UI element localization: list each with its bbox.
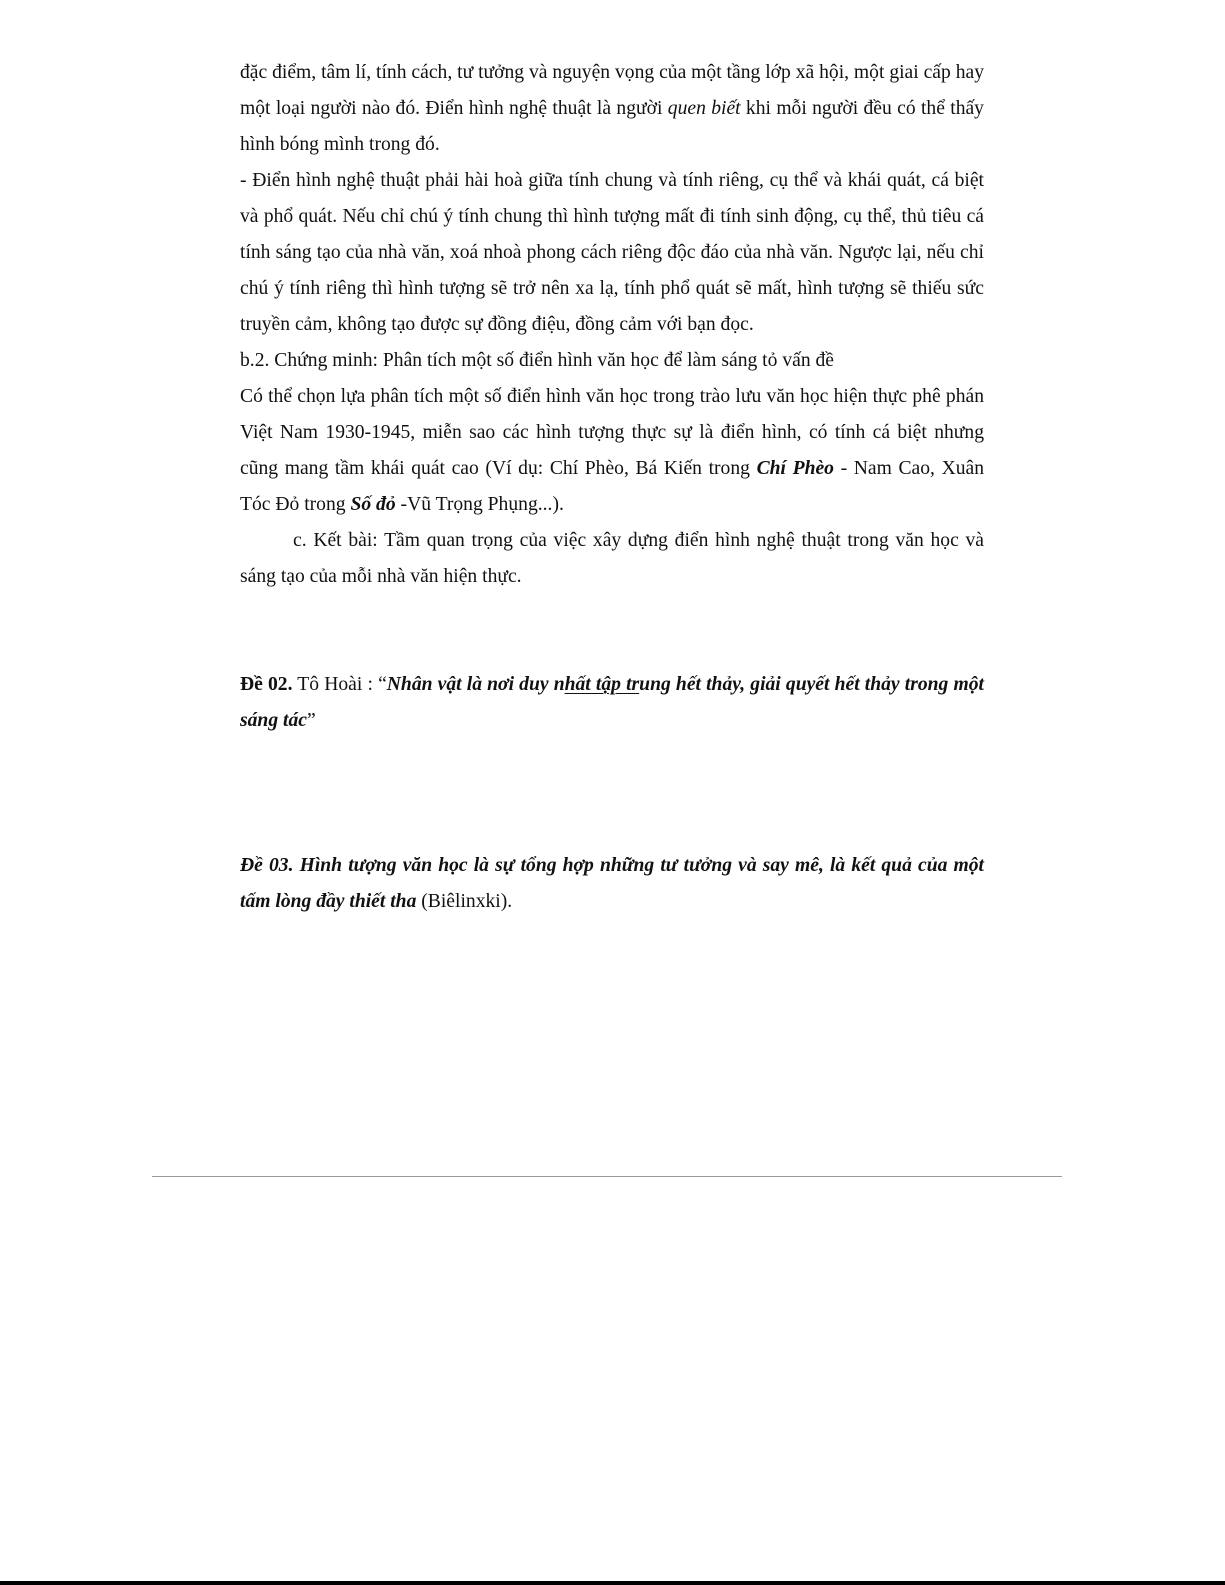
topic-label-02: Đề 02. bbox=[240, 674, 293, 695]
spacer bbox=[240, 739, 984, 848]
emphasis-quen-biet: quen biết bbox=[667, 98, 741, 119]
paragraph-examples: Có thể chọn lựa phân tích một số điển hình văn học trong trào lưu văn học hiện thực phê phán Việt Nam 1930-1945, miễn sao các hình tượng thực sự là điển hình, có tính cá biệt nhưng cũng mang tầm khái quát cao (Ví dụ: Chí Phèo, Bá Kiến trong Chí Phèo - Nam Cao, Xuân Tóc Đỏ trong Số đỏ -Vũ Trọng Phụng...). bbox=[240, 386, 985, 515]
paragraph-conclusion: c. Kết bài: Tầm quan trọng của việc xây dựng điển hình nghệ thuật trong văn học và sáng tạo của mỗi nhà văn hiện thực. bbox=[240, 530, 984, 587]
page-bottom-edge bbox=[0, 1581, 1225, 1585]
spacer bbox=[240, 595, 984, 667]
exam-topic-02: Đề 02. Tô Hoài : “Nhân vật là nơi duy nhất tập trung hết thảy, giải quyết hết thảy trong một sáng tác” bbox=[240, 674, 984, 731]
paragraph-typical-definition: đặc điểm, tâm lí, tính cách, tư tưởng và nguyện vọng của một tầng lớp xã hội, một giai cấp hay một loại người nào đó. Điển hình nghệ thuật là người quen biết khi mỗi người đều có thể thấy hình bóng mình trong đó. bbox=[240, 62, 984, 155]
underlined-text: hất tập tr bbox=[564, 674, 640, 695]
document-body bbox=[240, 55, 984, 920]
topic-03-source: (Biêlinxki). bbox=[416, 891, 513, 912]
work-title-chi-pheo: Chí Phèo bbox=[756, 458, 834, 479]
paragraph-harmony: - Điển hình nghệ thuật phải hài hoà giữa tính chung và tính riêng, cụ thể và khái quát, cá biệt và phổ quát. Nếu chỉ chú ý tính chung thì hình tượng mất đi tính sinh động, cụ thể, thủ tiêu cá tính sáng tạo của nhà văn, xoá nhoà phong cách riêng độc đáo của nhà văn. Ngược lại, nếu chỉ chú ý tính riêng thì hình tượng sẽ trở nên xa lạ, tính phổ quát sẽ mất, hình tượng sẽ thiếu sức truyền cảm, không tạo được sự đồng điệu, đồng cảm với bạn đọc. bbox=[240, 170, 984, 335]
work-title-so-do: Số đỏ bbox=[350, 494, 396, 515]
exam-topic-03 bbox=[240, 848, 984, 920]
paragraph-proof-heading: b.2. Chứng minh: Phân tích một số điển hình văn học để làm sáng tỏ vấn đề bbox=[240, 350, 835, 371]
topic-03-statement: Đề 03. Hình tượng văn học là sự tổng hợp những tư tưởng và say mê, là kết quả của một tấm lòng đầy thiết tha bbox=[240, 855, 984, 912]
footer-separator-line bbox=[152, 1176, 1062, 1177]
